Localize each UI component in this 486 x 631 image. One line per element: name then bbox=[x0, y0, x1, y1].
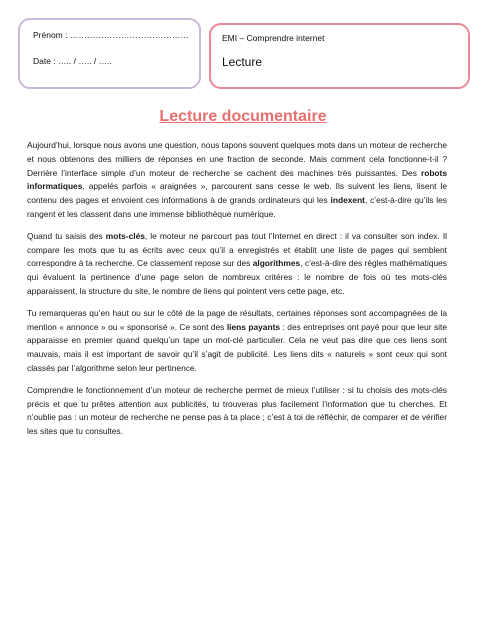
date-field-label: Date : ….. / ….. / ….. bbox=[33, 56, 112, 66]
student-info-box bbox=[18, 18, 201, 89]
keyword: robots informatiques bbox=[27, 167, 447, 192]
course-title: EMI – Comprendre internet bbox=[222, 33, 325, 43]
text-segment: , le moteur ne parcourt pas tout l’Internet en direct : il va consulter son index. Il compare les mots que tu as écrits avec ceux qu’il a enregistrés et établit une liste de pages qui semblent correspondre à ta recherche. Ce classement repose sur des bbox=[27, 230, 448, 269]
text-segment: : des entreprises ont payé pour que leur site apparaisse en premier quand quelqu’un tape un mot-clé particulier. Cela ne veut pas dire que ces liens sont mauvais, mais il est important de savoir qu’il s’agit de publicité. Les liens dits « naturels » sont ceux qui sont classés par l’algorithme selon leur pertinence. bbox=[27, 321, 447, 373]
text-segment: , appelés parfois « araignées », parcourent sans cesse le web. Ils suivent les liens, lisent le contenu des pages et envoient ces informations à de grands ordinateurs qui les bbox=[27, 181, 447, 206]
course-info-box bbox=[209, 23, 470, 89]
keyword: algorithmes bbox=[252, 258, 301, 269]
keyword: liens payants bbox=[226, 321, 281, 332]
name-field-label: Prénom : …………………………………… bbox=[33, 30, 189, 40]
text-segment: Comprendre le fonctionnement d’un moteur de recherche permet de mieux l’utiliser : si tu choisis des mots-clés précis et que tu prêtes attention aux publicités, tu trouveras plus facilement l’information que tu cherches. Et n’oublie pas : un moteur de recherche ne pense pas à ta place ; c’est à toi de réfléchir, de comparer et de vérifier les sites que tu consultes. bbox=[27, 384, 447, 437]
text-segment: Quand tu saisis des bbox=[27, 230, 106, 241]
paragraph-1 bbox=[27, 139, 447, 222]
text-segment: Aujourd’hui, lorsque nous avons une question, nous tapons souvent quelques mots dans un moteur de recherche et nous obtenons des milliers de réponses en une fraction de seconde. Mais comment cela fonctionne-t-il ? Derrière l’interface simple d’un moteur de recherche se cachent des machines très puissantes. Des bbox=[27, 140, 447, 178]
paragraph-2 bbox=[27, 230, 447, 299]
document-body bbox=[27, 139, 447, 447]
text-segment: , c’est-à-dire qu’ils les rangent et les classent dans une immense bibliothèque numérique. bbox=[27, 195, 447, 219]
paragraph-4 bbox=[27, 384, 447, 439]
keyword: mots-clés bbox=[105, 230, 145, 241]
text-segment: Tu remarqueras qu’en haut ou sur le côté de la page de résultats, certaines réponses sont accompagnées de la mention « annonce » ou « sponsorisé ». Ce sont des bbox=[27, 307, 447, 332]
paragraph-3 bbox=[27, 307, 447, 376]
lesson-title: Lecture bbox=[222, 55, 263, 69]
text-segment: , c’est-à-dire des règles mathématiques qui évaluent la pertinence d’une page selon de nombreux critères : le nombre de fois où tes mots-clés apparaissent, la structure du site, le nombre de liens qui pointent vers cette page, etc. bbox=[27, 258, 447, 296]
keyword: indexent bbox=[330, 195, 365, 206]
page-title: Lecture documentaire bbox=[159, 108, 327, 125]
